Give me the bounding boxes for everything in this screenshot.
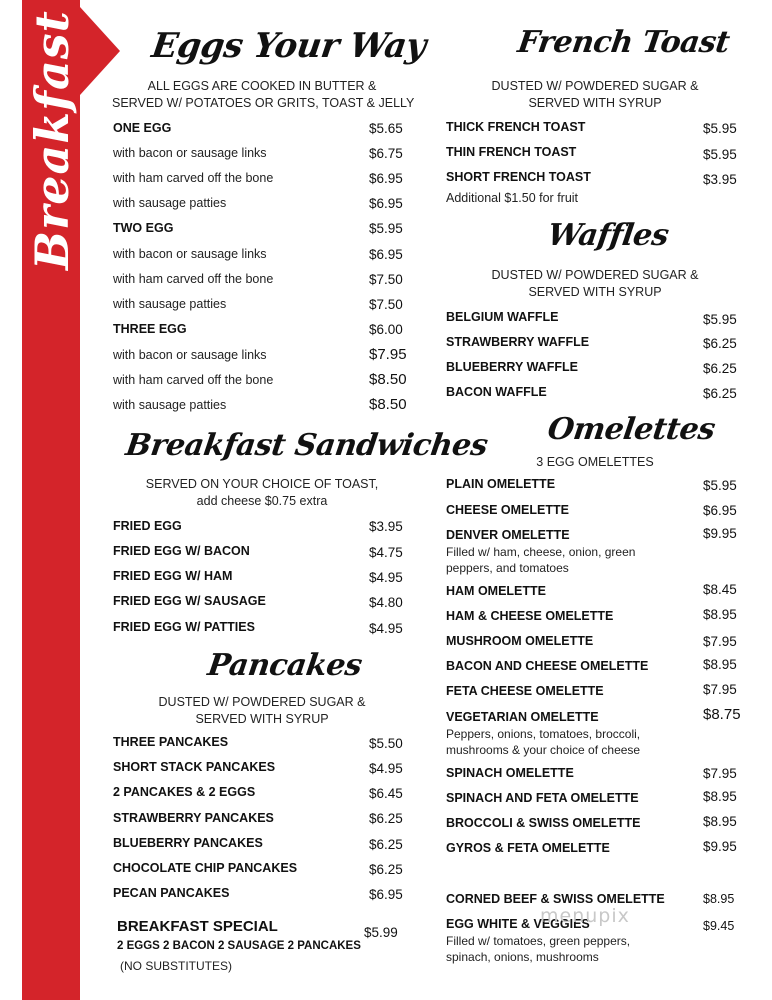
- breakfast-special-detail: 2 EGGS 2 BACON 2 SAUSAGE 2 PANCAKES: [117, 940, 361, 952]
- menu-item-description: Filled w/ tomatoes, green peppers,: [446, 934, 631, 948]
- french-toast-note-2: SERVED WITH SYRUP: [528, 96, 662, 110]
- menu-item-name: TWO EGG: [113, 221, 174, 235]
- menu-item-name: FETA CHEESE OMELETTE: [446, 684, 604, 698]
- menu-item-name: DENVER OMELETTE: [446, 528, 570, 542]
- menu-item-price: $5.95: [703, 147, 737, 162]
- menu-item-name: THREE PANCAKES: [113, 735, 229, 749]
- menu-item-name: CHOCOLATE CHIP PANCAKES: [113, 861, 298, 875]
- menu-item-name: VEGETARIAN OMELETTE: [446, 710, 599, 724]
- menu-item-name: FRIED EGG W/ SAUSAGE: [113, 594, 266, 608]
- menu-item-name: THIN FRENCH TOAST: [446, 145, 577, 159]
- menu-item-name: HAM & CHEESE OMELETTE: [446, 609, 614, 623]
- waffles-section-title: Waffles: [545, 218, 671, 253]
- pancakes-note-2: SERVED WITH SYRUP: [195, 712, 329, 726]
- french-toast-section-title: French Toast: [515, 25, 732, 60]
- french-toast-note-1: DUSTED W/ POWDERED SUGAR &: [491, 79, 699, 93]
- menu-item-name: STRAWBERRY PANCAKES: [113, 811, 274, 825]
- menu-item-price: $6.95: [369, 171, 403, 186]
- menu-item-price: $6.95: [703, 503, 737, 518]
- menu-item-name: with ham carved off the bone: [113, 171, 274, 185]
- menu-item-price: $6.25: [369, 811, 403, 826]
- menu-item-price: $3.95: [703, 172, 737, 187]
- menu-item-description: mushrooms & your choice of cheese: [446, 743, 641, 757]
- menu-item-price: $8.95: [703, 892, 735, 906]
- menu-item-name: with ham carved off the bone: [113, 373, 274, 387]
- breakfast-special-note: (NO SUBSTITUTES): [120, 959, 233, 973]
- menu-item-name: SPINACH AND FETA OMELETTE: [446, 791, 639, 805]
- menu-item-price: $6.75: [369, 146, 403, 161]
- menu-item-name: with bacon or sausage links: [113, 146, 267, 160]
- menu-item-name: CORNED BEEF & SWISS OMELETTE: [446, 892, 665, 906]
- menu-item-name: ONE EGG: [113, 121, 172, 135]
- menu-item-price: $4.95: [369, 761, 403, 776]
- pancakes-section-title: Pancakes: [205, 648, 364, 683]
- eggs-note-1: ALL EGGS ARE COOKED IN BUTTER &: [147, 79, 377, 93]
- menu-item-price: $6.00: [369, 322, 403, 337]
- menu-item-name: BACON AND CHEESE OMELETTE: [446, 659, 649, 673]
- menu-item-name: BELGIUM WAFFLE: [446, 310, 559, 324]
- menu-item-name: PECAN PANCAKES: [113, 886, 230, 900]
- sandwiches-note-1: SERVED ON YOUR CHOICE OF TOAST,: [145, 477, 379, 491]
- menu-item-name: CHEESE OMELETTE: [446, 503, 569, 517]
- menu-item-description: Filled w/ ham, cheese, onion, green: [446, 545, 636, 559]
- menu-item-name: with sausage patties: [113, 196, 227, 210]
- menu-item-name: with ham carved off the bone: [113, 272, 274, 286]
- menu-item-name: THICK FRENCH TOAST: [446, 120, 586, 134]
- french-toast-extra-note: Additional $1.50 for fruit: [446, 191, 579, 205]
- menu-item-name: FRIED EGG W/ HAM: [113, 569, 233, 583]
- menu-item-price: $5.95: [703, 312, 737, 327]
- menu-item-price: $4.95: [369, 621, 403, 636]
- menu-item-price: $7.95: [703, 682, 737, 697]
- menu-item-price: $6.25: [703, 386, 737, 401]
- menu-item-price: $9.95: [703, 526, 737, 541]
- menu-item-price: $8.45: [703, 582, 737, 597]
- menu-item-name: 2 PANCAKES & 2 EGGS: [113, 785, 256, 799]
- menu-item-price: $9.95: [703, 839, 737, 854]
- menu-item-price: $7.95: [703, 634, 737, 649]
- menu-item-name: with sausage patties: [113, 297, 227, 311]
- omelettes-section-title: Omelettes: [545, 412, 718, 447]
- menu-item-price: $6.95: [369, 196, 403, 211]
- menu-item-price: $7.50: [369, 272, 403, 287]
- menu-item-name: MUSHROOM OMELETTE: [446, 634, 594, 648]
- menu-item-name: BACON WAFFLE: [446, 385, 547, 399]
- menu-item-name: THREE EGG: [113, 322, 187, 336]
- menu-item-name: SPINACH OMELETTE: [446, 766, 574, 780]
- menu-item-price: $7.95: [703, 766, 737, 781]
- menu-item-price: $7.95: [369, 346, 407, 363]
- menu-item-price: $8.95: [703, 814, 737, 829]
- breakfast-side-title: Breakfast: [25, 10, 79, 270]
- menu-item-price: $5.65: [369, 121, 403, 136]
- menu-item-name: BLUEBERRY WAFFLE: [446, 360, 578, 374]
- menu-item-price: $4.95: [369, 570, 403, 585]
- menu-item-name: SHORT FRENCH TOAST: [446, 170, 591, 184]
- pancakes-note-1: DUSTED W/ POWDERED SUGAR &: [158, 695, 366, 709]
- menu-item-price: $8.95: [703, 607, 737, 622]
- menu-item-price: $5.95: [369, 221, 403, 236]
- sandwiches-note-2: add cheese $0.75 extra: [196, 494, 328, 508]
- menu-item-name: with sausage patties: [113, 398, 227, 412]
- menu-item-price: $6.25: [703, 336, 737, 351]
- menu-item-name: FRIED EGG W/ PATTIES: [113, 620, 255, 634]
- waffles-note-1: DUSTED W/ POWDERED SUGAR &: [491, 268, 699, 282]
- waffles-note-2: SERVED WITH SYRUP: [528, 285, 662, 299]
- menu-item-name: STRAWBERRY WAFFLE: [446, 335, 590, 349]
- menu-item-name: PLAIN OMELETTE: [446, 477, 556, 491]
- menu-item-price: $7.50: [369, 297, 403, 312]
- menu-item-price: $8.95: [703, 789, 737, 804]
- menu-item-name: SHORT STACK PANCAKES: [113, 760, 276, 774]
- menu-item-description: spinach, onions, mushrooms: [446, 950, 599, 964]
- menu-item-name: FRIED EGG: [113, 519, 182, 533]
- menu-item-price: $8.95: [703, 657, 737, 672]
- menu-item-name: FRIED EGG W/ BACON: [113, 544, 250, 558]
- menu-item-price: $6.95: [369, 247, 403, 262]
- omelettes-note-1: 3 EGG OMELETTES: [536, 455, 654, 469]
- menu-item-name: BLUEBERRY PANCAKES: [113, 836, 263, 850]
- menupix-watermark: menupix: [540, 905, 630, 927]
- menu-item-price: $6.25: [369, 837, 403, 852]
- menu-item-price: $9.45: [703, 919, 735, 933]
- menu-item-name: HAM OMELETTE: [446, 584, 546, 598]
- menu-item-price: $4.75: [369, 545, 403, 560]
- menu-item-name: GYROS & FETA OMELETTE: [446, 841, 610, 855]
- menu-item-price: $5.95: [703, 478, 737, 493]
- menu-item-price: $6.25: [703, 361, 737, 376]
- menu-item-price: $5.50: [369, 736, 403, 751]
- sandwiches-section-title: Breakfast Sandwiches: [123, 428, 490, 463]
- eggs-section-title: Eggs Your Way: [149, 26, 429, 66]
- menu-item-price: $6.45: [369, 786, 403, 801]
- menu-item-name: with bacon or sausage links: [113, 348, 267, 362]
- menu-item-description: Peppers, onions, tomatoes, broccoli,: [446, 727, 641, 741]
- menu-item-price: $8.50: [369, 396, 407, 413]
- breakfast-special-price: $5.99: [364, 925, 398, 940]
- breakfast-special-name: BREAKFAST SPECIAL: [117, 918, 278, 935]
- eggs-note-2: SERVED W/ POTATOES OR GRITS, TOAST & JELLY: [112, 96, 415, 110]
- menu-item-name: with bacon or sausage links: [113, 247, 267, 261]
- menu-item-price: $8.75: [703, 706, 741, 723]
- menu-item-price: $5.95: [703, 121, 737, 136]
- menu-item-price: $8.50: [369, 371, 407, 388]
- menu-item-price: $3.95: [369, 519, 403, 534]
- menu-item-price: $4.80: [369, 595, 403, 610]
- menu-item-name: BROCCOLI & SWISS OMELETTE: [446, 816, 641, 830]
- menu-item-name: EGG WHITE & VEGGIES: [446, 917, 590, 931]
- menu-item-description: peppers, and tomatoes: [446, 561, 569, 575]
- menu-item-price: $6.25: [369, 862, 403, 877]
- menu-item-price: $6.95: [369, 887, 403, 902]
